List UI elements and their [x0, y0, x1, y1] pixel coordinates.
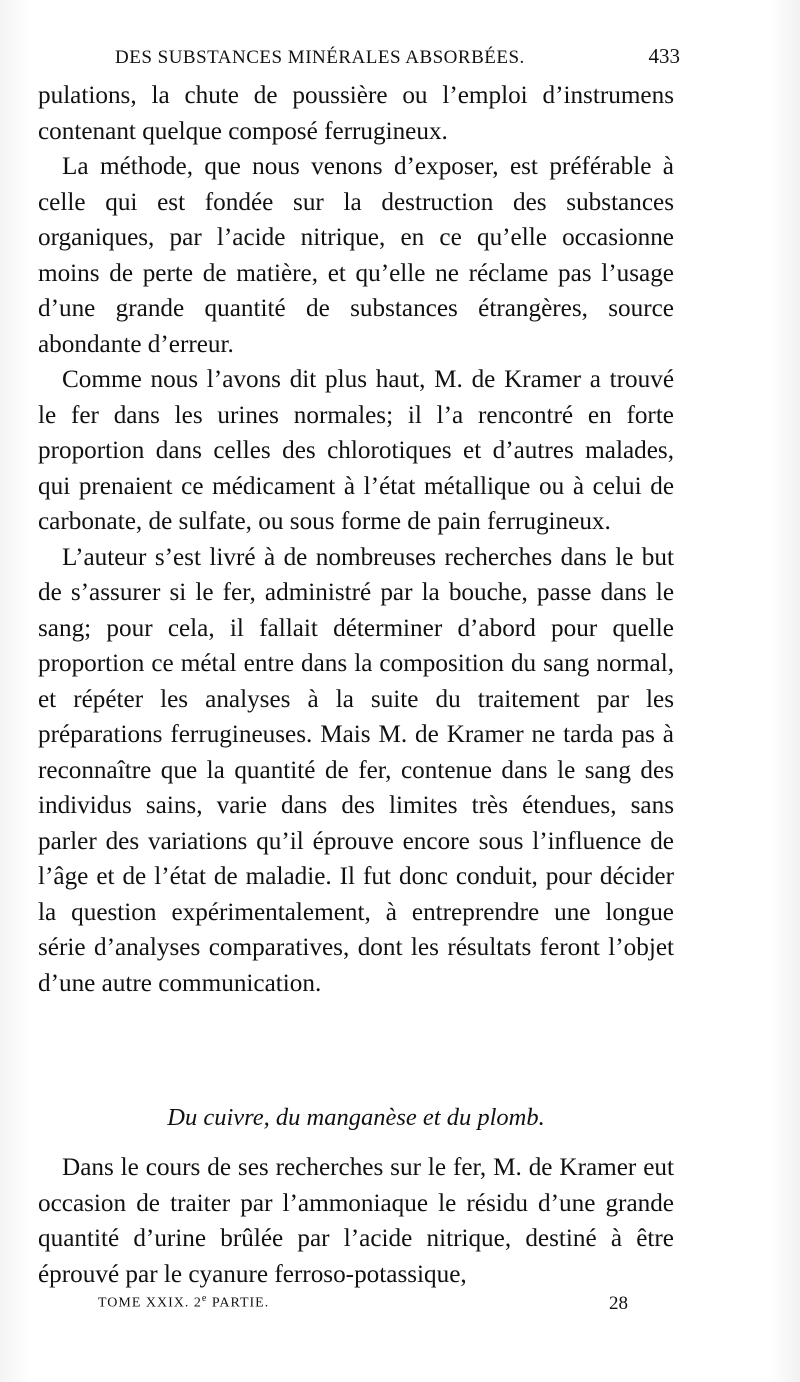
paragraph-continuation: pulations, la chute de poussière ou l’emploi d’instrumens contenant quelque composé ferrugineux. [38, 82, 674, 145]
paragraph-section-start: Dans le cours de ses recherches sur le fer, M. de Kramer eut occasion de traiter par l’ammoniaque le résidu d’une grande quantité d’urine brûlée par l’acide nitrique, destiné à être éprouvé par le cyanure ferroso-potassique, [38, 1154, 674, 1288]
volume-signature [98, 1293, 269, 1315]
volume-suffix: PARTIE. [207, 1295, 270, 1311]
volume-prefix: TOME XXIX. 2 [98, 1295, 202, 1311]
paragraph-kramer-urine: Comme nous l’avons dit plus haut, M. de Kramer a trouvé le fer dans les urines normales; il l’a rencontré en forte proportion dans celles des chlorotiques et d’autres malades, qui prenaient ce médicament à l’état métallique ou à celui de carbonate, de sulfate, ou sous forme de pain ferrugineux. [38, 366, 674, 535]
running-head: DES SUBSTANCES MINÉRALES ABSORBÉES. [115, 47, 525, 68]
section-body [38, 1150, 674, 1292]
page-footer [98, 1293, 628, 1315]
paragraph-method: La méthode, que nous venons d’exposer, est préférable à celle qui est fondée sur la destruction des substances organiques, par l’acide nitrique, en ce qu’elle occasionne moins de perte de matière, et qu’elle ne réclame pas l’usage d’une grande quantité de substances étrangères, source abondante d’erreur. [38, 153, 674, 358]
page-number: 433 [648, 44, 680, 68]
section-title: Du cuivre, du manganèse et du plomb. [167, 1104, 545, 1131]
gathering-signature: 28 [609, 1293, 628, 1314]
paragraph-author-research: L’auteur s’est livré à de nombreuses recherches dans le but de s’assurer si le fer, administré par la bouche, passe dans le sang; pour cela, il fallait déterminer d’abord pour quelle proportion ce métal entre dans la composition du sang normal, et répéter les analyses à la suite du traitement par les préparations ferrugineuses. Mais M. de Kramer ne tarda pas à reconnaître que la quantité de fer, contenue dans le sang des individus sains, varie dans des limites très étendues, sans parler des variations qu’il éprouve encore sous l’influence de l’âge et de l’état de maladie. Il fut donc conduit, pour décider la question expérimentalement, à entreprendre une longue série d’analyses comparatives, dont les résultats feront l’objet d’une autre communication. [38, 543, 674, 997]
body-text [38, 78, 674, 1001]
page-header [115, 44, 680, 69]
volume-superscript: e [201, 1293, 208, 1304]
